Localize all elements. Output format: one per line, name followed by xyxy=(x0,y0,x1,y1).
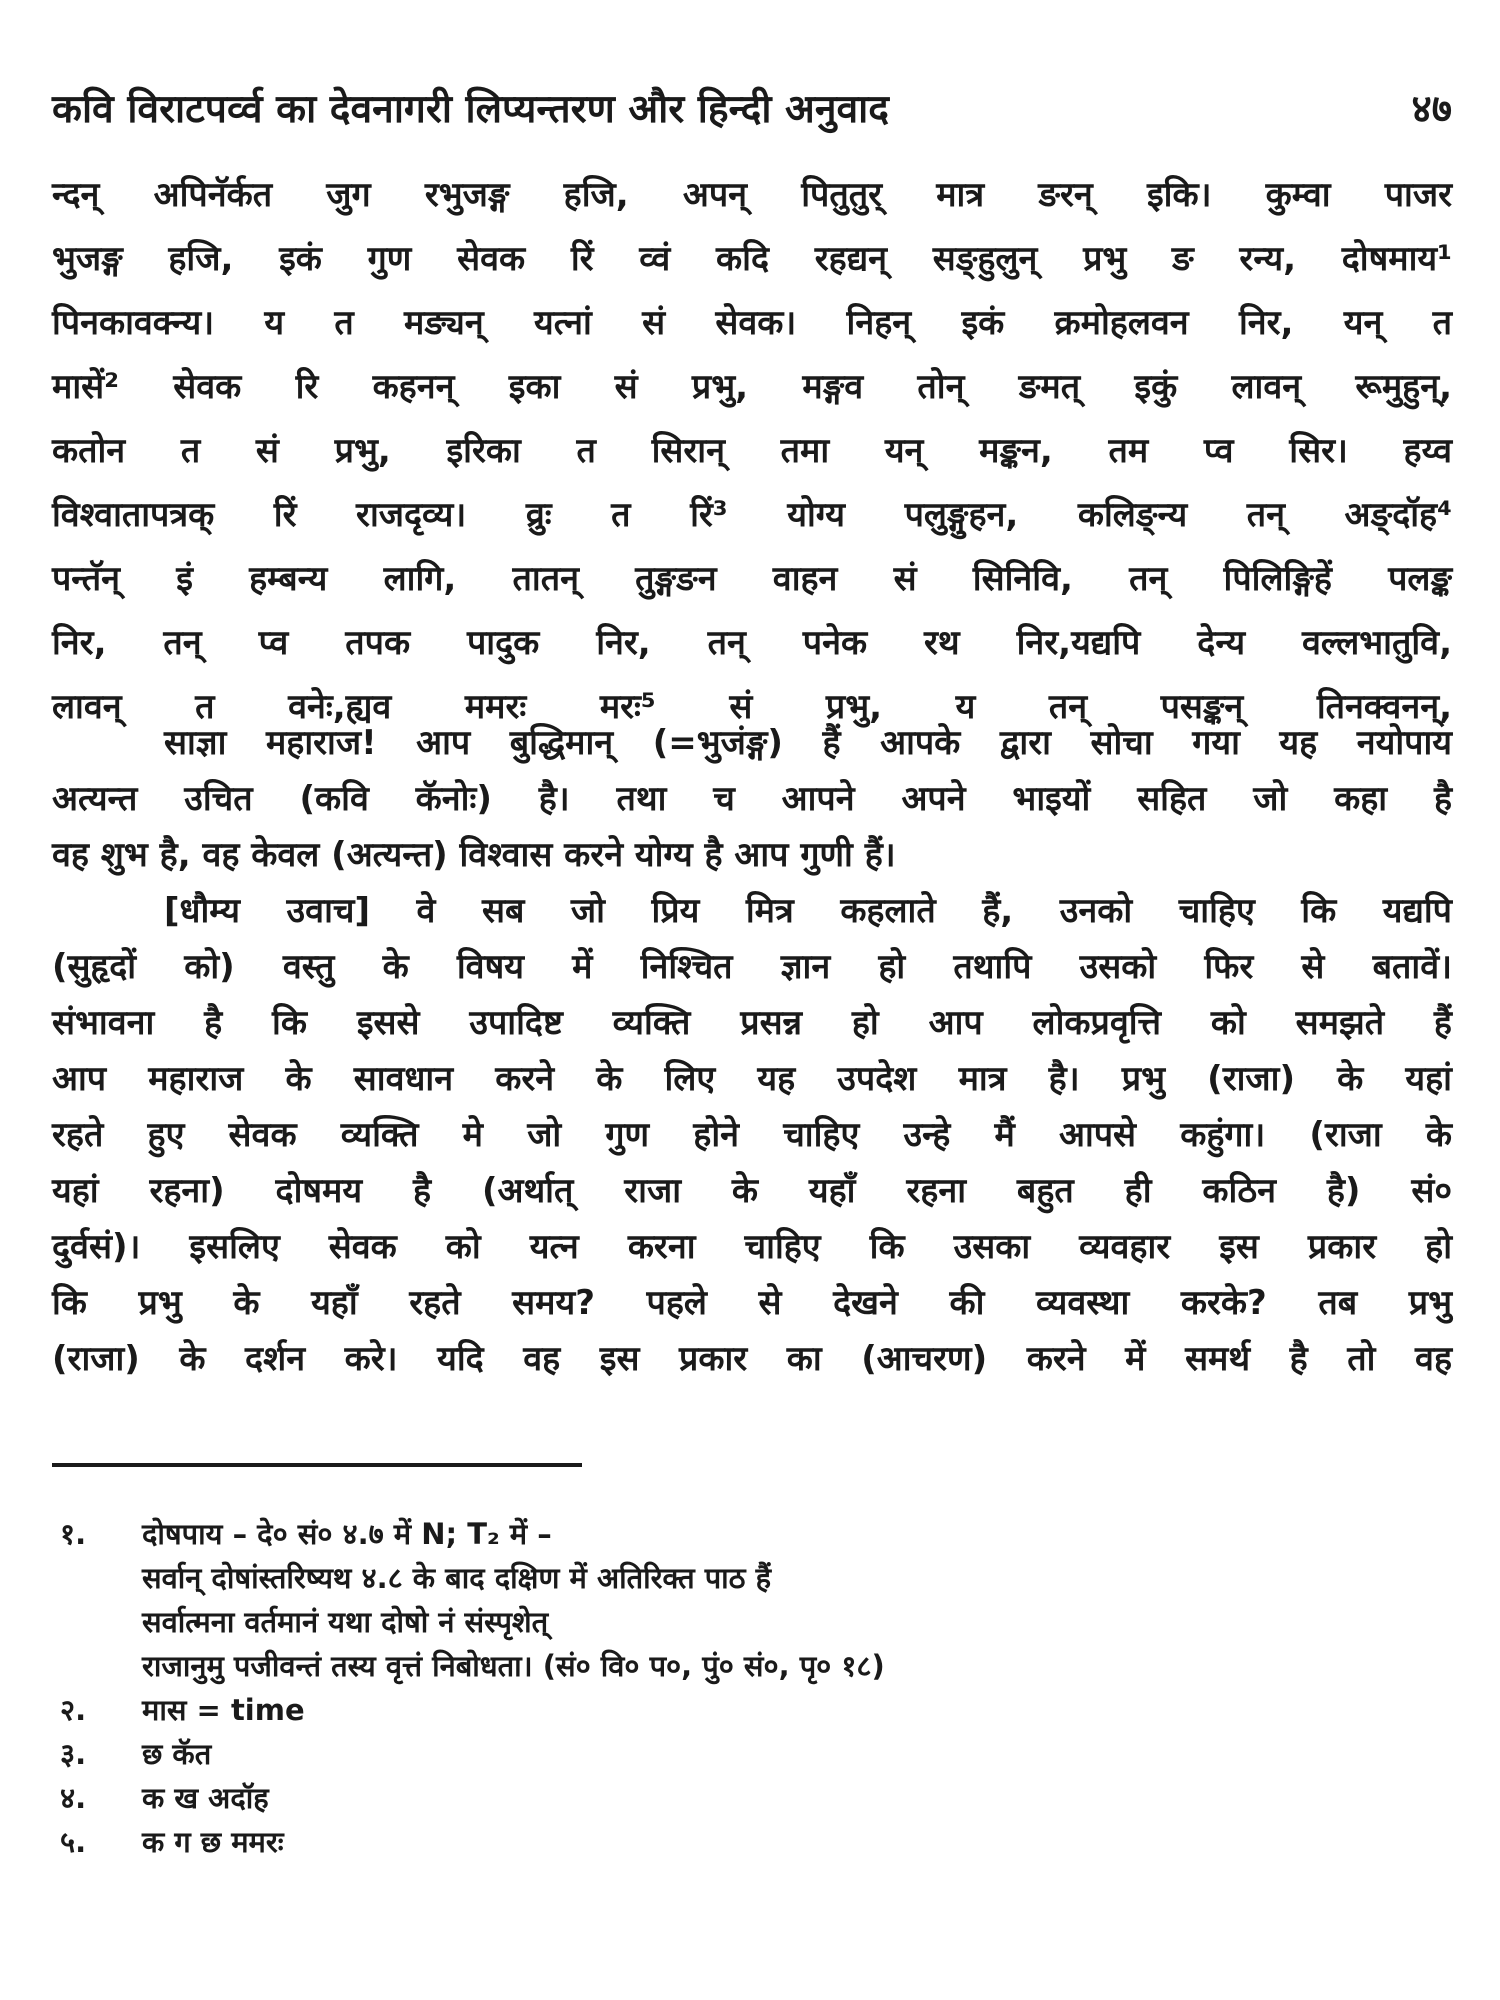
kawi-line: भुजङ्ग हजि, इकं गुण सेवक रिं व्वं कदि रहद्यन् सङ्हुलुन् प्रभु ङ रन्य, दोषमाय¹ xyxy=(52,239,1452,279)
hindi-translation-block xyxy=(52,715,1452,1387)
footnote-continuation xyxy=(52,1556,1452,1600)
footnote-text: दोषपाय – दे० सं० ४.७ में N; T₂ में – xyxy=(142,1517,552,1551)
footnote-text: क ग छ ममरः xyxy=(142,1825,284,1859)
hindi-line: वह शुभ है, वह केवल (अत्यन्त) विश्वास करने योग्य है आप गुणी हैं। xyxy=(52,835,896,875)
footnote-text: छ कॅत xyxy=(142,1737,212,1771)
footnote-text: सर्वान् दोषांस्तरिष्यथ ४.८ के बाद दक्षिण में अतिरिक्त पाठ हैं xyxy=(142,1561,772,1595)
hindi-line: यहां रहना) दोषमय है (अर्थात् राजा के यहाँ रहना बहुत ही कठिन है) सं० xyxy=(52,1171,1452,1211)
hindi-line: (राजा) के दर्शन करे। यदि वह इस प्रकार का (आचरण) करने में समर्थ है तो वह xyxy=(52,1339,1452,1379)
running-title: कवि विराटपर्व्व का देवनागरी लिप्यन्तरण और हिन्दी अनुवाद xyxy=(52,87,889,132)
footnote xyxy=(52,1512,1452,1556)
hindi-line: कि प्रभु के यहाँ रहते समय? पहले से देखने की व्यवस्था करके? तब प्रभु xyxy=(52,1283,1452,1323)
hindi-line: साज्ञा महाराज! आप बुद्धिमान् (=भुजंङ्ग) हैं आपके द्वारा सोचा गया यह नयोपाय xyxy=(164,723,1452,763)
footnote xyxy=(52,1732,1452,1776)
footnote-text: मास = time xyxy=(142,1693,305,1727)
hindi-line: अत्यन्त उचित (कवि कॅनोः) है। तथा च आपने अपने भाइयों सहित जो कहा है xyxy=(52,779,1452,819)
hindi-line: संभावना है कि इससे उपादिष्ट व्यक्ति प्रसन्न हो आप लोकप्रवृत्ति को समझते हैं xyxy=(52,1003,1452,1043)
footnote xyxy=(52,1688,1452,1732)
kawi-line: विश्वातापत्रक् रिं राजदृव्य। व्रुः त रिं³ योग्य पलुङ्गुहन, कलिङ्न्य तन् अङ्दॉह⁴ xyxy=(52,495,1452,535)
kawi-line: पिनकावक्न्य। य त मङ्यन् यत्नां सं सेवक। निहन् इकं क्रमोहलवन निर, यन् त xyxy=(52,303,1452,343)
hindi-line: [धौम्य उवाच] वे सब जो प्रिय मित्र कहलाते हैं, उनको चाहिए कि यद्यपि xyxy=(164,891,1452,931)
footnote-number: ४. xyxy=(60,1781,87,1815)
kawi-line: लावन् त वनेः,ह्यव ममरः मरः⁵ सं प्रभु, य तन् पसङ्कन् तिनक्वनन्, xyxy=(52,687,1452,727)
footnote-continuation xyxy=(52,1600,1452,1644)
hindi-line: आप महाराज के सावधान करने के लिए यह उपदेश मात्र है। प्रभु (राजा) के यहां xyxy=(52,1059,1452,1099)
footnote-text: राजानुमु पजीवन्तं तस्य वृत्तं निबोधता। (सं० वि० प०, पुं० सं०, पृ० १८) xyxy=(142,1649,885,1683)
kawi-line: न्दन् अपिनॅर्कत जुग रभुजङ्ग हजि, अपन् पितुतुर् मात्र ङरन् इकि। कुम्वा पाजर xyxy=(52,175,1452,215)
footnote-number: १. xyxy=(60,1517,87,1551)
hindi-line: दुर्वसं)। इसलिए सेवक को यत्न करना चाहिए कि उसका व्यवहार इस प्रकार हो xyxy=(52,1227,1452,1267)
footnote-number: ५. xyxy=(60,1825,87,1859)
footnote-text: सर्वात्मना वर्तमानं यथा दोषो नं संस्पृशेत् xyxy=(142,1605,549,1639)
page-number: ४७ xyxy=(1411,87,1452,132)
kawi-transliteration-block xyxy=(52,163,1452,739)
hindi-line: रहते हुए सेवक व्यक्ति मे जो गुण होने चाहिए उन्हे मैं आपसे कहुंगा। (राजा के xyxy=(52,1115,1452,1155)
footnote-number: २. xyxy=(60,1693,87,1727)
kawi-line: निर, तन् प्व तपक पादुक निर, तन् पनेक रथ निर,यद्यपि देन्य वल्लभातुवि, xyxy=(52,623,1452,663)
running-header xyxy=(52,80,1452,140)
footnote-number: ३. xyxy=(60,1737,87,1771)
kawi-line: पन्तॅन् इं हम्बन्य लागि, तातन् तुङ्गङन वाहन सं सिनिवि, तन् पिलिङ्गिहें पलङ्क xyxy=(52,559,1452,599)
hindi-line: (सुहृदों को) वस्तु के विषय में निश्चित ज्ञान हो तथापि उसको फिर से बतावें। xyxy=(52,947,1452,987)
footnote-separator-rule xyxy=(52,1463,582,1467)
footnote-continuation xyxy=(52,1644,1452,1688)
kawi-line: मासें² सेवक रि कहनन् इका सं प्रभु, मङ्गव तोन् ङमत् इकुं लावन् रूमुहुन्, xyxy=(52,367,1452,407)
kawi-line: कतोन त सं प्रभु, इरिका त सिरान् तमा यन् मङ्कन, तम प्व सिर। हय्व xyxy=(52,431,1452,471)
footnote xyxy=(52,1820,1452,1864)
footnotes xyxy=(52,1512,1452,1864)
footnote-text: क ख अदॉह xyxy=(142,1781,269,1815)
footnote xyxy=(52,1776,1452,1820)
